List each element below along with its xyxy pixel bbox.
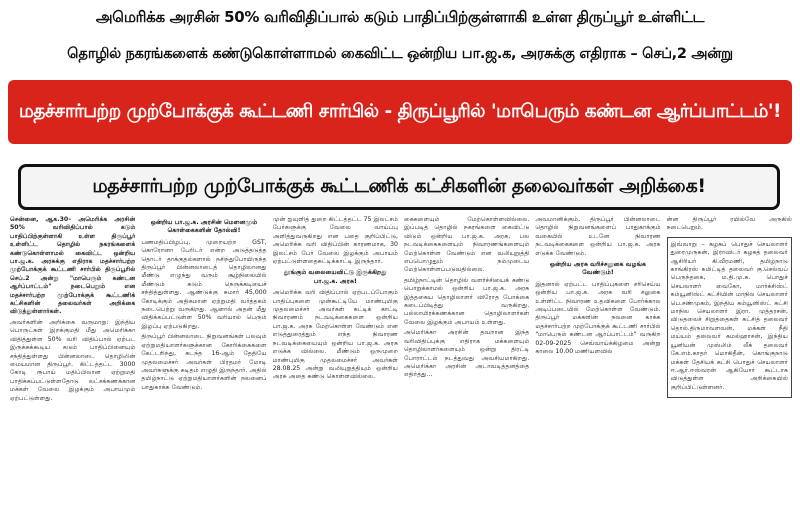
article-paragraph: அவமானிக்கும், திருப்பூர் பின்னலாடை தொழில் நிறுவனங்களைப் பாதுகாக்கும் வகையில் உடனே நிவாரண நடவடிக்கைகளை ஒன்றிய பா.ஜ.க. அரசு எடுக்க வேண்டும்.	[535, 216, 661, 257]
headline-line-1-text: அமெரிக்க அரசின் 50% வரிவிதிப்பால் கடும் பாதிப்பிற்குள்ளாகி உள்ள திருப்பூர் உள்ளிட்ட	[95, 8, 705, 26]
article-paragraph: கைகளையும் மேற்கொள்ளவில்லை. இப்படித் தொழில் நகரங்களை கைவிட்டு விடும் ஒன்றிய பா.ஜ.க. அரசு, பல நடவடிக்கைகளையும் நிவாரணங்களையும் மேற்கொள்ள வேண்டும் என வலியுறுத்தி எப்பொழுதும் நம்முடைய மேற்கொள்ளப்படுவதில்லை.	[403, 216, 530, 274]
boxed-subheadline	[18, 164, 780, 210]
section-subheading: ஒன்றிய பா.ஜ.க. அரசின் மெளனமும் கொள்கைகளின் தோல்வி!	[150, 219, 258, 235]
red-banner	[8, 80, 792, 144]
section-subheading: ஒன்றிய அரசு வரிச்சலுகை வழங்க வேண்டும்!	[549, 261, 647, 277]
red-banner-text: மதச்சார்பற்ற முற்போக்குக் கூட்டணி சார்பில் - திருப்பூரில் 'மாபெரும் கண்டன ஆர்ப்பாட்டம்'!	[19, 100, 781, 122]
article-paragraph: அமெரிக்கா அரசின் தவறான இந்த வரிவிதிப்புக்கு எதிராக மக்களையும் தொழிலாளர்களையும் ஒன்று திரட்டி போராட்டம் நடத்துவது அவசியமாகிறது. அமெரிக்கா அரசின் அடாவடித்தனத்தை எதிர்த்து...	[403, 329, 530, 379]
article-column-2	[141, 216, 266, 506]
section-subheading: தூங்கும் வலையைவிட்டு இருக்கிறது பா.ஜ.க. அரசு!	[284, 269, 387, 285]
article-paragraph: அவர்களின் அறிக்கை வருமாறு: இந்திய பொருட்கள் இறக்குமதி மீது அமெரிக்கா விதித்துள்ள 50% வரி விதிப்பால் ஏற்பட இருக்கக்கூடிய கடும் பாதிப்பினையும் சந்தித்துள்ளது பின்னலாடை தொழிலின் மையமான திருப்பூர். கிட்டத்தட்ட 3000 கோடி ரூபாய் மதிப்பிலான ஏற்றுமதி பாதிக்கப்பட்டுள்ளதோடு லட்சக்கணக்கான மக்கள் வேலை இழக்கும் அபாயமும் ஏற்பட்டுள்ளது.	[10, 318, 136, 402]
article-paragraph: தமிழ்நாட்டின் தொழில் வளர்ச்சியைக் கண்டு பொறுக்காமல் ஒன்றிய பா.ஜ.க. அரசு இத்தகைய தொழிலாளர் விரோத போக்கை கடைப்பிடித்து வருகிறது. பல்லாயிரக்கணக்கான தொழிலாளர்கள் வேலை இழக்கும் அபாயம் உள்ளது.	[403, 276, 530, 326]
signatories-paragraph: இவ்வாறு – கழகப் பொதுச் செயலாளர் துரைமுருகன், இராவிடர் கழகத் தலைவர் ஆசிரியர் கி.வீரமணி, தமிழ்நாடு காங்கிரஸ் கமிட்டித் தலைவர் கு.செல்வப் பெருந்தகை, ம.தி.மு.க. பொதுச் செயலாளர் வைகோ, மார்க்சிஸ்ட் கம்யூனிஸ்ட் கட்சியின் மாநில செயலாளர் பெ.சண்முகம், இந்திய கம்யூனிஸ்ட் கட்சி மாநில செயலாளர் இரா. முத்தரசன், விடுதலைச் சிறுத்தைகள் கட்சித் தலைவர் தொல்.திருமாவளவன், மக்கள் நீதி மய்யம் தலைவர் கமல்ஹாசன், இந்திய யூனியன் முஸ்லிம் லீக் தலைவர் கே.எம்.காதர் மொகிதீன், கொங்குநாடு மக்கள் தேசியக் கட்சி பொதுச் செயலாளர் ஈ.ஆர்.ஈஸ்வரன் ஆகியோர் கூட்டாக விடுத்துள்ள அறிக்கையில் குறிப்பிட்டுள்ளனர்.	[670, 240, 788, 391]
article-column-5	[535, 216, 660, 506]
article-paragraph: இதனால் ஏற்பட்ட பாதிப்புகளை சரிசெய்ய ஒன்றிய பா.ஜ.க. அரசு வரி சலுகை உள்ளிட்ட நிவாரண உதவிகளை போர்க்கால அடிப்படையில் மேற்கொள்ள வேண்டும். திருப்பூர் மக்களின் நலனை காக்க மதச்சார்பற்ற முற்போக்குக் கூட்டணி சார்பில் "மாபெரும் கண்டன ஆர்ப்பாட்டம்" வருகிற 02-09-2025 செவ்வாய்க்கிழமை அன்று காலை 10.00 மணியளவில்	[535, 280, 661, 356]
signatories-box	[667, 237, 792, 398]
article-paragraph: திருப்பூர் பின்னலாடை நிறுவனங்கள் பலவும் ஏற்றுமதியாளர்களுக்கான கோரிக்கைகளை கேட்டறிந்து, கடந்த 16-ஆம் தேதியே முதலமைச்சர் அவர்கள் பிரதமர் மோடி அவர்களுக்கு கடிதம் எழுதி இருந்தார். அதில் தமிழ்நாட்டு ஏற்றுமதியாளர்களின் நலனைப் பாதுகாக்க வேண்டும்.	[141, 333, 267, 391]
article-columns	[10, 216, 792, 506]
article-paragraph: பணமதிப்பிழப்பு, முறையற்ற GST, கொரோனா பேரிடர் என்ற அடுத்தடுத்த தொடர் தாக்குதல்களால் நசிந்துபோயிருந்த திருப்பூர் பின்னலாடைத் தொழிலானது மீண்டு எழுந்து வரும் சூழ்நிலையில் மீண்டும் கடும் நெருக்கடியைச் சந்தித்துள்ளது. ஆண்டுக்கு சுமார் 45,000 கோடிக்கும் அதிகமான ஏற்றுமதி வர்த்தகம் நடைபெற்று வருகிறது. ஆனால் அதன் மீது விதிக்கப்பட்டுள்ள 50% வரியால் பெரும் இழப்பு ஏற்படுகிறது.	[141, 238, 267, 330]
article-column-6	[667, 216, 792, 506]
headline-line-1	[0, 2, 800, 34]
article-paragraph: அமெரிக்க வரி விதிப்பால் ஏற்படப்போகும் பாதிப்புகளை முன்கூட்டியே மாண்புமிகு முதலமைச்சர் அவர்கள் சுட்டிக் காட்டி நிவாரணம் நடவடிக்கைகளை ஒன்றிய பா.ஜ.க. அரசு மேற்கொள்ள வேண்டும் என எடுத்துரைத்தும் எந்த நிவாரண நடவடிக்கையையும் ஒன்றிய பா.ஜ.க. அரசு எடுக்க வில்லை. மீண்டும் ஒருமுறை மாண்புமிகு முதலமைச்சர் அவர்கள் 28.08.25 அன்று வலியுறுத்தியும் ஒன்றிய அரசு அதை கண்டு கொள்ளவில்லை.	[272, 289, 398, 381]
article-lead: சென்னை, ஆக.30– அமெரிக்க அரசின் 50% வரிவிதிப்பால் கடும் பாதிப்பிற்குள்ளாகி உள்ள திருப்பூர் உள்ளிட்ட தொழில் நகரங்களைக் கண்டுகொள்ளாமல் கைவிட்ட ஒன்றிய பா.ஜ.க. அரசுக்கு எதிராக மதச்சார்பற்ற முற்போக்குக் கூட்டணி சார்பில் திருப்பூரில் செப்.2 அன்று "மாபெரும் கண்டன ஆர்ப்பாட்டம்" நடைபெறும் என மதச்சார்பற்ற முற்போக்குக் கூட்டணிக் கட்சிகளின் தலைவர்கள் அறிக்கை விடுத்துள்ளார்கள்.	[10, 216, 136, 316]
article-column-4	[404, 216, 529, 506]
article-paragraph: ன்ன திருப்பூர் ரயில்வே அருகில் நடைபெறும்.	[666, 216, 792, 232]
article-column-1	[10, 216, 135, 506]
article-paragraph: முன் ஐவுளித் துறை கிட்டத்தட்ட 75 இலட்சம் பேர்களுக்கு வேலை வாய்ப்பு அளித்துவருகிறது என பதை குறிப்பிட்டு, அமெரிக்க வரி விதிப்பின் காரணமாக, 30 இலட்சம் பேர் வேலை இழக்கும் அபாயம் ஏற்பட்டுள்ளதைசுட்டிக்காட்டி இருந்தார்.	[272, 216, 398, 266]
headline-line-2-text: தொழில் நகரங்களைக் கண்டுகொள்ளாமல் கைவிட்ட ஒன்றிய பா.ஜ.க, அரசுக்கு எதிராக – செப்,2 அன்று	[67, 46, 733, 62]
headline-line-2	[0, 38, 800, 72]
boxed-subheadline-text: மதச்சார்பற்ற முற்போக்குக் கூட்டணிக் கட்சிகளின் தலைவர்கள் அறிக்கை!	[92, 174, 706, 197]
article-column-3	[273, 216, 398, 506]
